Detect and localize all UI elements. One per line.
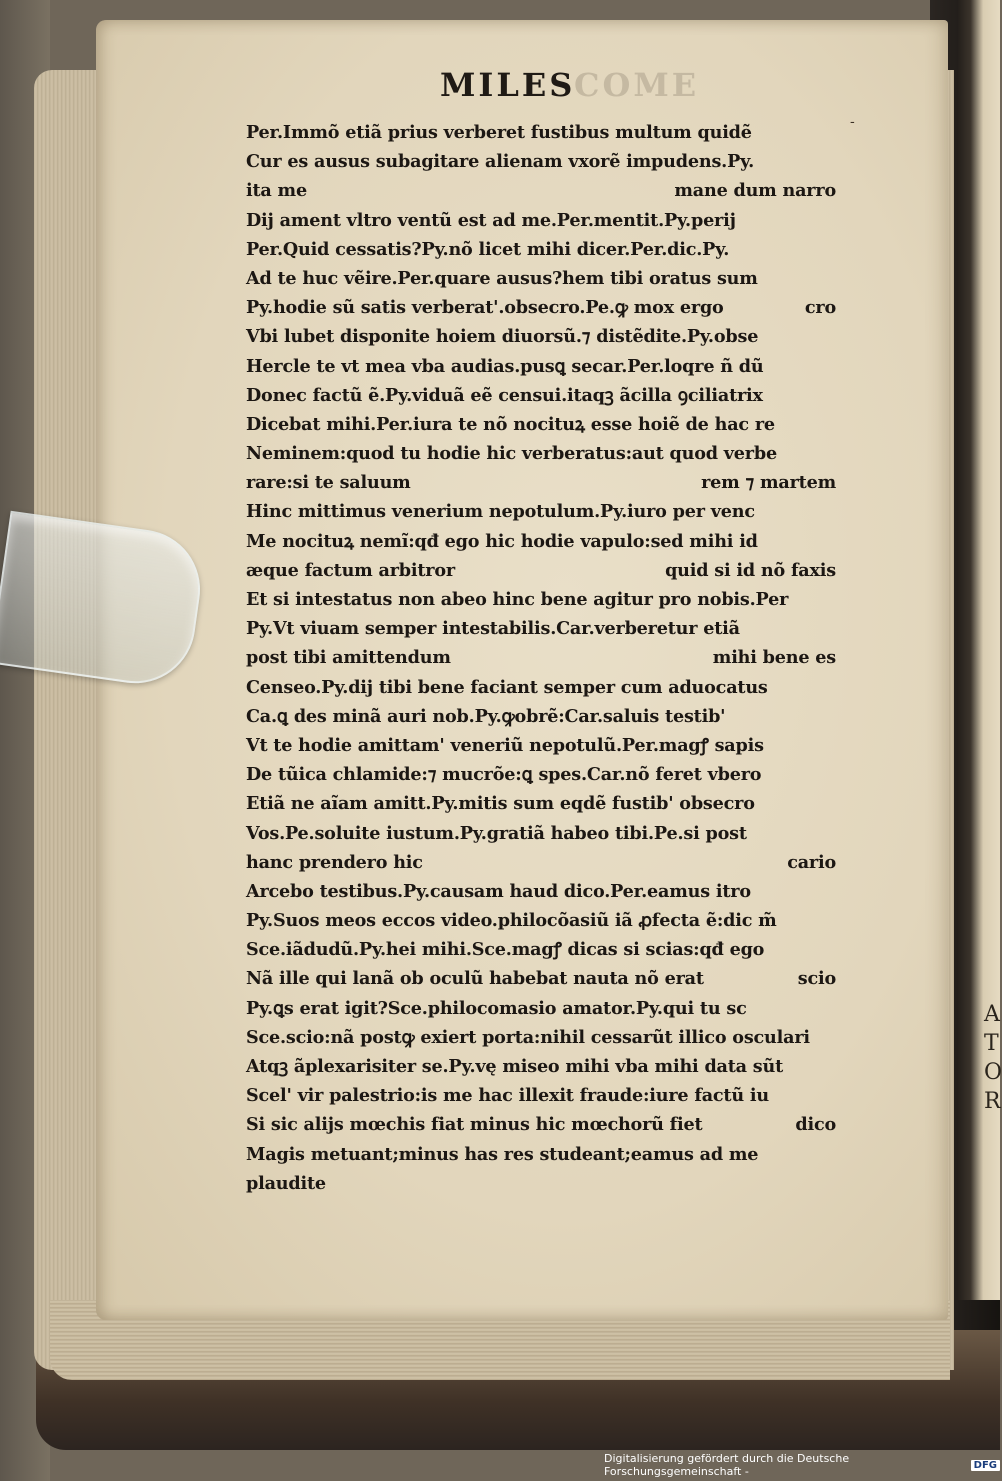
text-line-turnover: mihi bene es [712,647,836,669]
text-line-main: rare:si te saluum [246,472,411,494]
text-line [246,322,846,351]
text-line-main: Py.hodie sũ satis verberat'.obsecro.Pe.ꝙ mox ergo [246,297,724,319]
text-line-main: Cur es ausus subagitare alienam vxorẽ impudens.Py. [246,151,755,173]
text-line [246,527,846,556]
text-line-main: post tibi amittendum [246,647,451,669]
text-line-main: Si sic alijs mœchis fiat minus hic mœchorũ fiet [246,1114,703,1136]
text-line-turnover: quid si id nõ faxis [665,559,836,581]
text-line [246,1169,846,1198]
text-line [246,468,846,497]
running-head: MILES [440,66,576,104]
text-line-main: Sce.iãdudũ.Py.hei mihi.Sce.magꝭ dicas si scias:qđ ego [246,939,765,961]
text-line-main: Dicebat mihi.Per.iura te nõ nocituꝝ esse hoiẽ de hac re [246,413,775,435]
text-line-turnover: scio [797,968,836,990]
text-line-main: Ca.ꝗ des minã auri nob.Py.ꝙobrẽ:Car.saluis testib' [246,705,726,727]
digitization-credit [604,1452,1000,1478]
text-line-turnover: rem ⁊ martem [701,472,836,494]
text-line [246,643,846,672]
text-line [246,789,846,818]
text-line-main: Et si intestatus non abeo hinc bene agitur pro nobis.Per [246,589,789,610]
text-line [246,1052,846,1081]
text-line-main: ita me [246,180,307,202]
text-line [246,906,846,935]
text-line-main: Arcebo testibus.Py.causam haud dico.Per.eamus itro [246,880,751,902]
text-line-main: Atqꝫ ãplexarisiter se.Py.vę miseo mihi vba mihi data sũt [246,1056,784,1077]
text-line [246,1140,846,1169]
facing-letter: R [984,1089,1001,1114]
text-line [246,614,846,643]
text-line [246,147,846,176]
text-line [246,935,846,964]
text-line [246,702,846,731]
text-line [246,994,846,1023]
show-through-header: COME [574,66,700,104]
text-line [246,235,846,264]
text-line-main: Per.Quid cessatis?Py.nõ licet mihi dicer.Per.dic.Py. [246,238,730,260]
facing-letter: T [984,1031,999,1056]
text-line [246,1081,846,1110]
text-line [246,410,846,439]
text-line-main: Py.ꝗs erat igit?Sce.philocomasio amator.Py.qui tu sc [246,997,747,1019]
text-line [246,293,846,322]
text-line-main: Py.Suos meos eccos video.philocõasiũ iã ꝓfecta ẽ:dic m̃ [246,910,777,932]
page-text-block [246,118,846,1198]
text-line-main: Per.Immõ etiã prius verberet fustibus multum quidẽ [246,122,752,143]
text-line-main: Ad te huc vẽire.Per.quare ausus?hem tibi oratus sum [246,267,758,289]
dfg-logo: DFG [971,1460,1000,1471]
text-line-main: Scel' vir palestrio:is me hac illexit fraude:iure factũ iu [246,1085,769,1107]
text-line [246,877,846,906]
text-line-main: Censeo.Py.dij tibi bene faciant semper cum aduocatus [246,676,768,698]
text-line [246,848,846,877]
margin-mark: - [850,114,855,130]
text-line-main: Me nocituꝝ nemĩ:qđ ego hic hodie vapulo:sed mihi id [246,530,758,552]
text-line-main: Vbi lubet disponite hoiem diuorsũ.⁊ distẽdite.Py.obse [246,326,759,348]
facing-letter: O [984,1060,1002,1085]
text-line [246,118,846,147]
facing-page-letters [984,1000,1000,1116]
text-line-main: Hinc mittimus venerium nepotulum.Py.iuro per venc [246,501,755,523]
text-line-turnover: dico [795,1114,836,1136]
text-line-main: hanc prendero hic [246,851,423,873]
text-line-turnover: mane dum narro [674,180,836,202]
text-line [246,673,846,702]
text-line [246,731,846,760]
text-line [246,352,846,381]
text-line [246,964,846,993]
text-line-main: Donec factũ ẽ.Py.viduã eẽ censui.itaqꝫ ãcilla ꝯciliatrix [246,384,763,406]
text-line-main: æque factum arbitror [246,559,455,581]
text-line-main: Dij ament vltro ventũ est ad me.Per.mentit.Py.perij [246,209,736,231]
text-line [246,1110,846,1139]
text-line-main: Py.Vt viuam semper intestabilis.Car.verberetur etiã [246,618,740,640]
text-line-main: De tũica chlamide:⁊ mucrõe:ꝗ spes.Car.nõ feret vbero [246,764,762,786]
text-line [246,585,846,614]
text-line-main: Hercle te vt mea vba audias.pusꝗ secar.Per.loqre ñ dũ [246,355,764,377]
text-line-main: Vos.Pe.soluite iustum.Py.gratiã habeo tibi.Pe.si post [246,822,747,844]
text-line [246,1023,846,1052]
text-line-main: Etiã ne aĩam amitt.Py.mitis sum eqdẽ fustib' obsecro [246,793,755,815]
text-line [246,556,846,585]
facing-letter: A [984,1002,1000,1027]
credit-text: Digitalisierung gefördert durch die Deutsche Forschungsgemeinschaft - [604,1452,850,1478]
text-line-main: plaudite [246,1172,326,1194]
text-line-main: Neminem:quod tu hodie hic verberatus:aut quod verbe [246,443,777,465]
text-line [246,381,846,410]
text-line [246,176,846,205]
text-line [246,497,846,526]
text-line-main: Sce.scio:nã postꝙ exiert porta:nihil cessarũt illico osculari [246,1026,810,1048]
text-line-turnover: cario [787,851,836,873]
text-line [246,439,846,468]
text-line [246,264,846,293]
text-line-main: Nã ille qui lanã ob oculũ habebat nauta nõ erat [246,968,704,990]
text-line [246,206,846,235]
text-line-turnover: cro [804,297,836,319]
text-line [246,760,846,789]
text-line-main: Vt te hodie amittam' veneriũ nepotulũ.Per.magꝭ sapis [246,734,764,756]
text-line-main: Magis metuant;minus has res studeant;eamus ad me [246,1143,759,1165]
text-line [246,819,846,848]
